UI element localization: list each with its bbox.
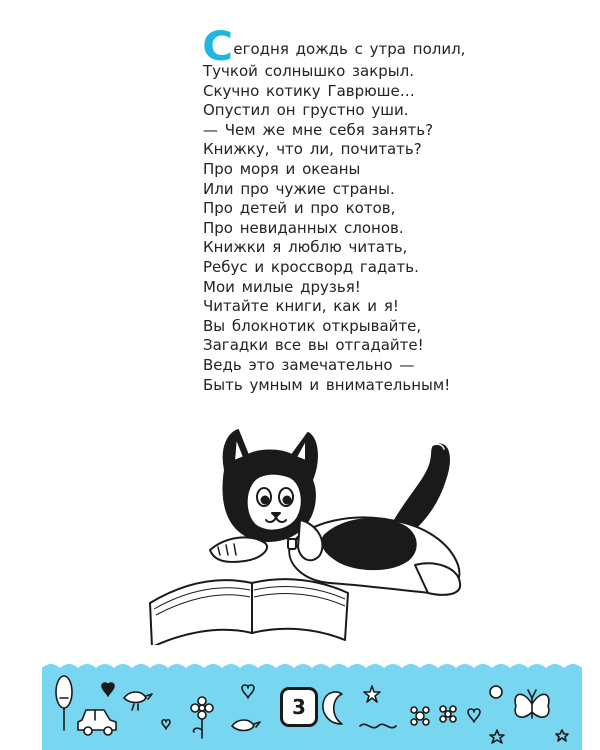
flower-icon [411,707,429,725]
bird-icon [124,692,152,710]
poem-line: Читайте книги, как и я! [203,297,399,316]
poem-line: Ведь это замечательно — [203,355,415,374]
flower-icon [191,697,213,738]
poem-line: Про невиданных слонов. [203,218,404,237]
poem-line: Или про чужие страны. [203,179,395,198]
poem-line: Опустил он грустно уши. [203,101,409,120]
poem-line: Вы блокнотик открывайте, [203,316,422,335]
poem-line: — Чем же мне себя занять? [203,120,434,139]
bird-icon [232,720,260,731]
page-number-box [280,687,318,727]
poem-line: Про детей и про котов, [203,199,396,218]
moon-icon [323,692,342,724]
poem-line: Тучкой солнышко закрыл. [203,62,414,80]
poem-first-line-text: егодня дождь с утра полил, [233,40,466,58]
poem-line: Книжку, что ли, почитать? [203,140,422,159]
star-icon [490,730,504,743]
car-icon [78,710,116,735]
poem-line: Про моря и океаны [203,159,361,178]
butterfly-icon [515,690,549,718]
poem-line: Ребус и кроссворд гадать. [203,257,419,276]
star-icon [364,686,380,702]
poem-first-line [202,24,493,70]
flower-icon [440,706,456,722]
heart-icon [102,683,114,696]
poem [202,24,493,395]
poem-line: Мои милые друзья! [203,277,361,296]
poem-line: Книжки я люблю читать, [203,238,408,257]
page-number: 3 [292,695,306,719]
drop-cap: С [202,24,234,70]
cat-reading-illustration [140,425,480,645]
poem-line: Скучно котику Гаврюше… [203,81,415,100]
poem-line: Быть умным и внимательным! [203,375,451,394]
tree-icon [56,676,72,730]
poem-line: Загадки все вы отгадайте! [203,336,424,355]
